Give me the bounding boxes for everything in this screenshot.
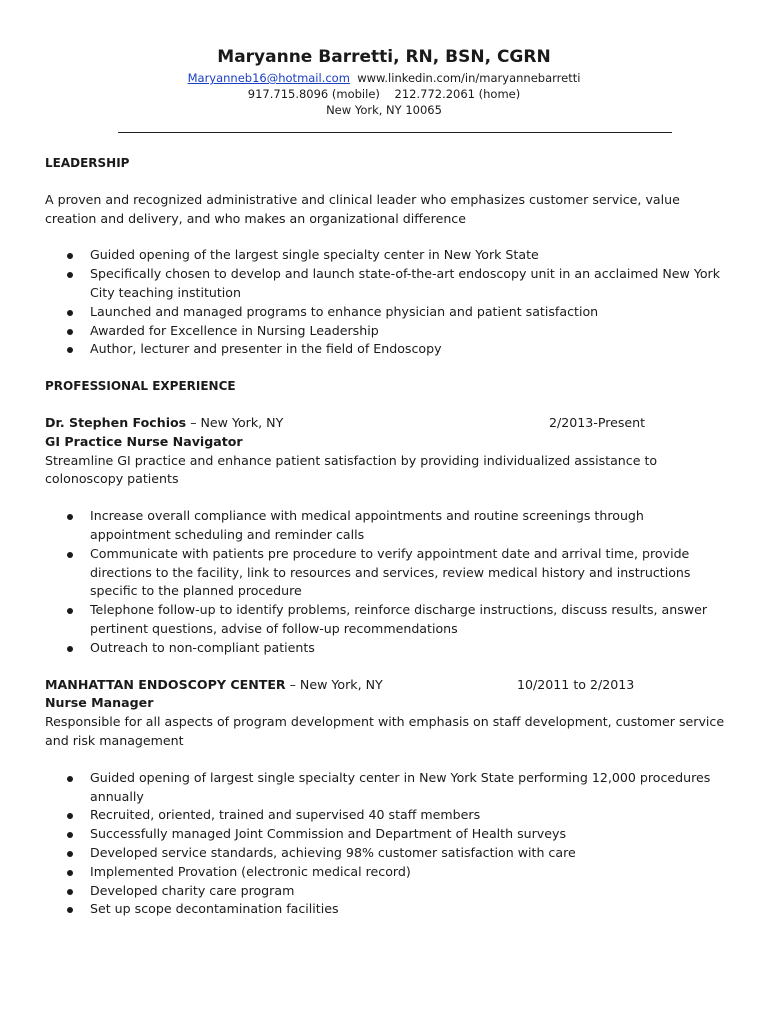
bullet-icon — [67, 851, 73, 857]
contact-location: New York, NY 10065 — [326, 103, 442, 117]
list-item-text: Increase overall compliance with medical appointments and routine screenings through appointment scheduling and reminder calls — [90, 508, 644, 542]
list-item — [45, 507, 725, 545]
bullet-icon — [67, 514, 73, 520]
job-location: – New York, NY — [186, 414, 284, 430]
job-header-fochios — [45, 414, 725, 433]
contact-phone-line — [0, 86, 768, 102]
list-item — [45, 882, 725, 901]
job-bullets-manhattan-endoscopy — [45, 769, 725, 919]
list-item — [45, 863, 725, 882]
bullet-icon — [67, 889, 73, 895]
list-item-text: Author, lecturer and presenter in the field of Endoscopy — [90, 341, 442, 357]
email-link[interactable]: Maryanneb16@hotmail.com — [187, 71, 350, 85]
bullet-icon — [67, 253, 73, 259]
list-item — [45, 322, 725, 341]
list-item-text: Telephone follow-up to identify problems, reinforce discharge instructions, discuss results, answer pertinent questions, advise of follow-up recommendations — [90, 602, 708, 636]
list-item — [45, 545, 725, 601]
job-role: GI Practice Nurse Navigator — [45, 433, 243, 449]
bullet-icon — [67, 907, 73, 913]
resume-body — [45, 154, 725, 937]
bullet-icon — [67, 272, 73, 278]
job-header-manhattan-endoscopy — [45, 676, 725, 695]
list-item-text: Successfully managed Joint Commission and Department of Health surveys — [90, 826, 567, 842]
bullet-icon — [67, 310, 73, 316]
job-location: – New York, NY — [285, 676, 383, 692]
list-item-text: Awarded for Excellence in Nursing Leadership — [90, 322, 379, 338]
bullet-icon — [67, 608, 73, 614]
list-item — [45, 601, 725, 639]
job-dates: 2/2013-Present — [549, 414, 646, 430]
list-item — [45, 246, 725, 265]
list-item-text: Recruited, oriented, trained and supervised 40 staff members — [90, 807, 481, 823]
job-bullets-fochios — [45, 507, 725, 657]
list-item-text: Implemented Provation (electronic medical record) — [90, 863, 411, 879]
list-item-text: Set up scope decontamination facilities — [90, 901, 339, 917]
bullet-icon — [67, 813, 73, 819]
list-item-text: Guided opening of the largest single specialty center in New York State — [90, 247, 539, 263]
list-item-text: Launched and managed programs to enhance physician and patient satisfaction — [90, 303, 599, 319]
candidate-name: Maryanne Barretti, RN, BSN, CGRN — [217, 47, 551, 67]
list-item-text: Communicate with patients pre procedure to verify appointment date and arrival time, provide directions to the facility, link to resources and services, review medical history and instructions specific to the planned procedure — [90, 545, 691, 599]
phone-home: 212.772.2061 (home) — [394, 87, 521, 101]
list-item-text: Developed charity care program — [90, 882, 295, 898]
list-item — [45, 340, 725, 359]
bullet-icon — [67, 832, 73, 838]
list-item — [45, 806, 725, 825]
list-item-text: Specifically chosen to develop and launch state-of-the-art endoscopy unit in an acclaimed New York City teaching institution — [90, 266, 721, 300]
bullet-icon — [67, 329, 73, 335]
list-item — [45, 265, 725, 303]
bullet-icon — [67, 552, 73, 558]
linkedin-url[interactable]: www.linkedin.com/in/maryannebarretti — [357, 71, 581, 85]
leadership-bullets — [45, 246, 725, 359]
section-title-leadership: LEADERSHIP — [45, 156, 130, 170]
contact-web-line — [0, 70, 768, 86]
header-divider — [118, 132, 672, 133]
job-employer: MANHATTAN ENDOSCOPY CENTER — [45, 676, 286, 692]
job-dates: 10/2011 to 2/2013 — [517, 676, 635, 692]
bullet-icon — [67, 776, 73, 782]
section-title-experience: PROFESSIONAL EXPERIENCE — [45, 379, 236, 394]
job-summary: Streamline GI practice and enhance patient satisfaction by providing individualized assistance to colonoscopy patients — [45, 452, 658, 487]
resume-header — [0, 44, 768, 118]
phone-mobile: 917.715.8096 (mobile) — [247, 87, 380, 101]
bullet-icon — [67, 646, 73, 652]
job-role: Nurse Manager — [45, 695, 154, 711]
list-item-text: Developed service standards, achieving 98% customer satisfaction with care — [90, 844, 576, 860]
job-employer: Dr. Stephen Fochios — [45, 414, 187, 430]
leadership-summary: A proven and recognized administrative and clinical leader who emphasizes customer service, value creation and delivery, and who makes an organizational difference — [45, 191, 680, 226]
list-item — [45, 900, 725, 919]
list-item — [45, 844, 725, 863]
list-item-text: Guided opening of largest single specialty center in New York State performing 12,000 procedures annually — [90, 769, 711, 804]
bullet-icon — [67, 347, 73, 353]
list-item — [45, 769, 725, 807]
job-summary: Responsible for all aspects of program development with emphasis on staff development, customer service and risk management — [45, 714, 725, 748]
bullet-icon — [67, 870, 73, 876]
list-item-text: Outreach to non-compliant patients — [90, 639, 315, 655]
list-item — [45, 825, 725, 844]
list-item — [45, 639, 725, 658]
list-item — [45, 303, 725, 322]
